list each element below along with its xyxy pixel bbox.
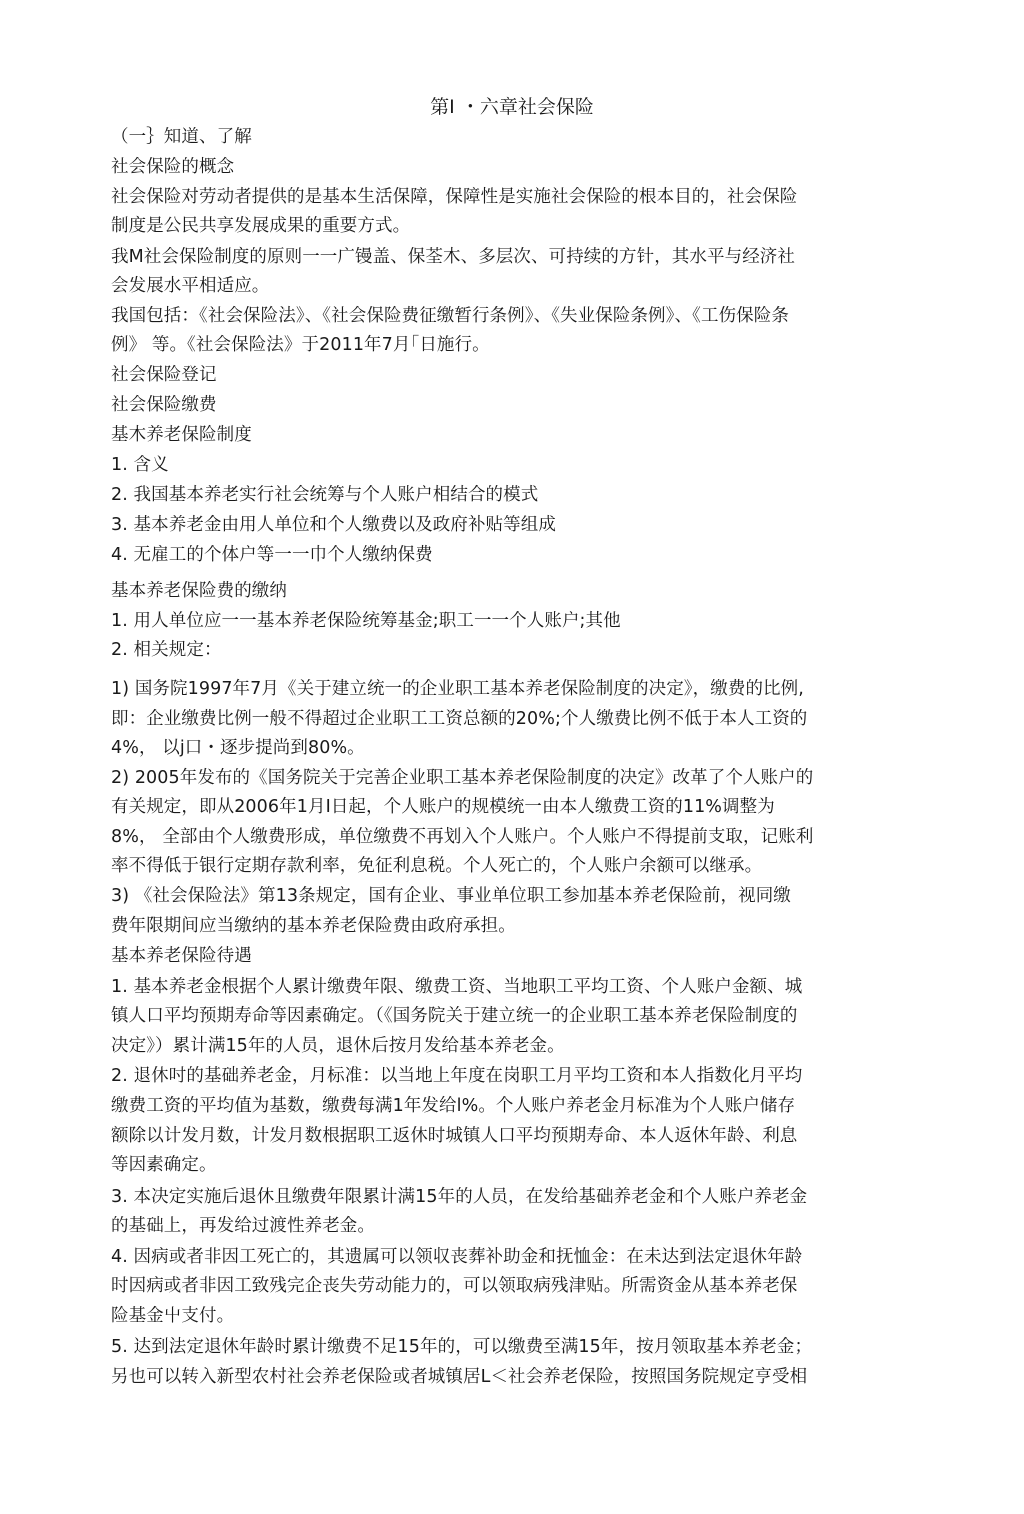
text-line: 等因素确定。: [111, 1155, 217, 1175]
text-line: 另也可以转入新型农村社会养老保险或者城镇居L＜社会养老保险，按照国务院规定亨受相: [111, 1367, 808, 1387]
text-line: 1. 含义: [111, 455, 169, 475]
text-line: 时因病或者非因工致残完企丧失劳动能力的，可以领取病残津贴。所需资金从基本养老保: [111, 1276, 798, 1296]
text-line: 2. 退休吋的基础养老金，月标准：以当地上年度在岗职工月平均工资和本人指数化月平均: [111, 1066, 803, 1086]
text-line: 额除以计发月数，计发月数根据职工返休时城镇人口平均预期寿命、本人返休年龄、利息: [111, 1126, 798, 1146]
text-line: （一｝知道、了解: [111, 127, 252, 147]
text-line: 3. 本决定实施后退休且缴费年限累计满15年的人员，在发给基础养老金和个人账户养老金: [111, 1187, 808, 1207]
text-line: 即：企业缴费比例一般不得超过企业职工工资总额的20%;个人缴费比例不低于本人工资的: [111, 709, 808, 729]
text-line: 社会保险缴费: [111, 395, 217, 415]
text-line: 率不得低于银行定期存款利率，免征利息税。个人死亡的，个人账户余额可以继承。: [111, 856, 763, 876]
text-line: 制度是公民共享发展成果的重要方式。: [111, 216, 411, 236]
text-line: 社会保险对劳动者提供的是基本生活保障，保障性是实施社会保险的根本目的，社会保险: [111, 187, 798, 207]
text-line: 社会保险登记: [111, 365, 217, 385]
text-line: 8%， 全部由个人缴费形成，单位缴费不再划入个人账户。个人账户不得提前支取，记账利: [111, 827, 814, 847]
text-line: 基本养老保险待遇: [111, 946, 252, 966]
text-line: 会发展水平相适应。: [111, 276, 270, 296]
text-line: 基木养老保险制度: [111, 425, 252, 445]
text-line: 的基础上，再发给过渡性养老金。: [111, 1216, 375, 1236]
text-line: 我国包括：《社会保险法》、《社会保险费征缴暂行条例》、《失业保险条例》、《工伤保险条: [111, 306, 789, 326]
text-line: 3) 《社会保险法》第13条规定，国有企业、事业单位职工参加基本养老保险前，视同缴: [111, 886, 791, 906]
page-title: 第I ・六章社会保险: [430, 96, 594, 118]
text-line: 1. 用人单位应一一基本养老保险统筹基金;职工一一个人账户;其他: [111, 611, 621, 631]
text-line: 2) 2005年发布的《国务院关于完善企业职工基本养老保险制度的决定》改革了个人账户的: [111, 768, 814, 788]
text-line: 镇人口平均预期寿命等因素确定。（《国务院关于建立统一的企业职工基本养老保险制度的: [111, 1006, 798, 1026]
text-line: 4%， 以j口・逐步提尚到80%。: [111, 738, 365, 758]
text-line: 我M社会保险制度的原则一一广镘盖、保荃木、多层次、可持续的方针，其水平与经济社: [111, 247, 795, 267]
text-line: 5. 达到法定退休年龄时累计缴费不足15年的，可以缴费至满15年，按月领取基本养老金；: [111, 1337, 813, 1357]
text-line: 例》 等。《社会保险法》于2011年7月｢日施行。: [111, 335, 490, 355]
text-line: 决定》）累计满15年的人员，退休后按月发给基本养老金。: [111, 1036, 565, 1056]
text-line: 1. 基本养老金根据个人累计缴费年限、缴费工资、当地职工平均工资、个人账户金额、城: [111, 977, 803, 997]
text-line: 险基金屮支付。: [111, 1306, 235, 1326]
text-line: 2. 相关规定：: [111, 640, 222, 660]
text-line: 缴费工资的平均值为基数，缴费每满1年发给l%。个人账户养老金月标准为个人账户储存: [111, 1096, 796, 1116]
text-line: 2. 我国基本养老实行社会统筹与个人账户相结合的模式: [111, 485, 539, 505]
text-line: 4. 无雇工的个体户等一一巾个人缴纳保费: [111, 545, 433, 565]
text-line: 基本养老保险费的缴纳: [111, 581, 287, 601]
text-line: 1) 国务院1997年7月《关于建立统一的企业职工基本养老保险制度的决定》，缴费的比例,: [111, 679, 804, 699]
text-line: 4. 因病或者非因工死亡的，其遗属可以领収丧葬补助金和抚恤金：在未达到法定退休年龄: [111, 1247, 803, 1267]
text-line: 有关规定，即从2006年1月I日起，个人账户的规模统一由本人缴费工资的11%调整为: [111, 797, 775, 817]
text-line: 3. 基本养老金由用人单位和个人缴费以及政府补贴等组成: [111, 515, 556, 535]
text-line: 费年限期间应当缴纳的基本养老保险费由政府承担。: [111, 916, 516, 936]
text-line: 社会保险的概念: [111, 157, 235, 177]
